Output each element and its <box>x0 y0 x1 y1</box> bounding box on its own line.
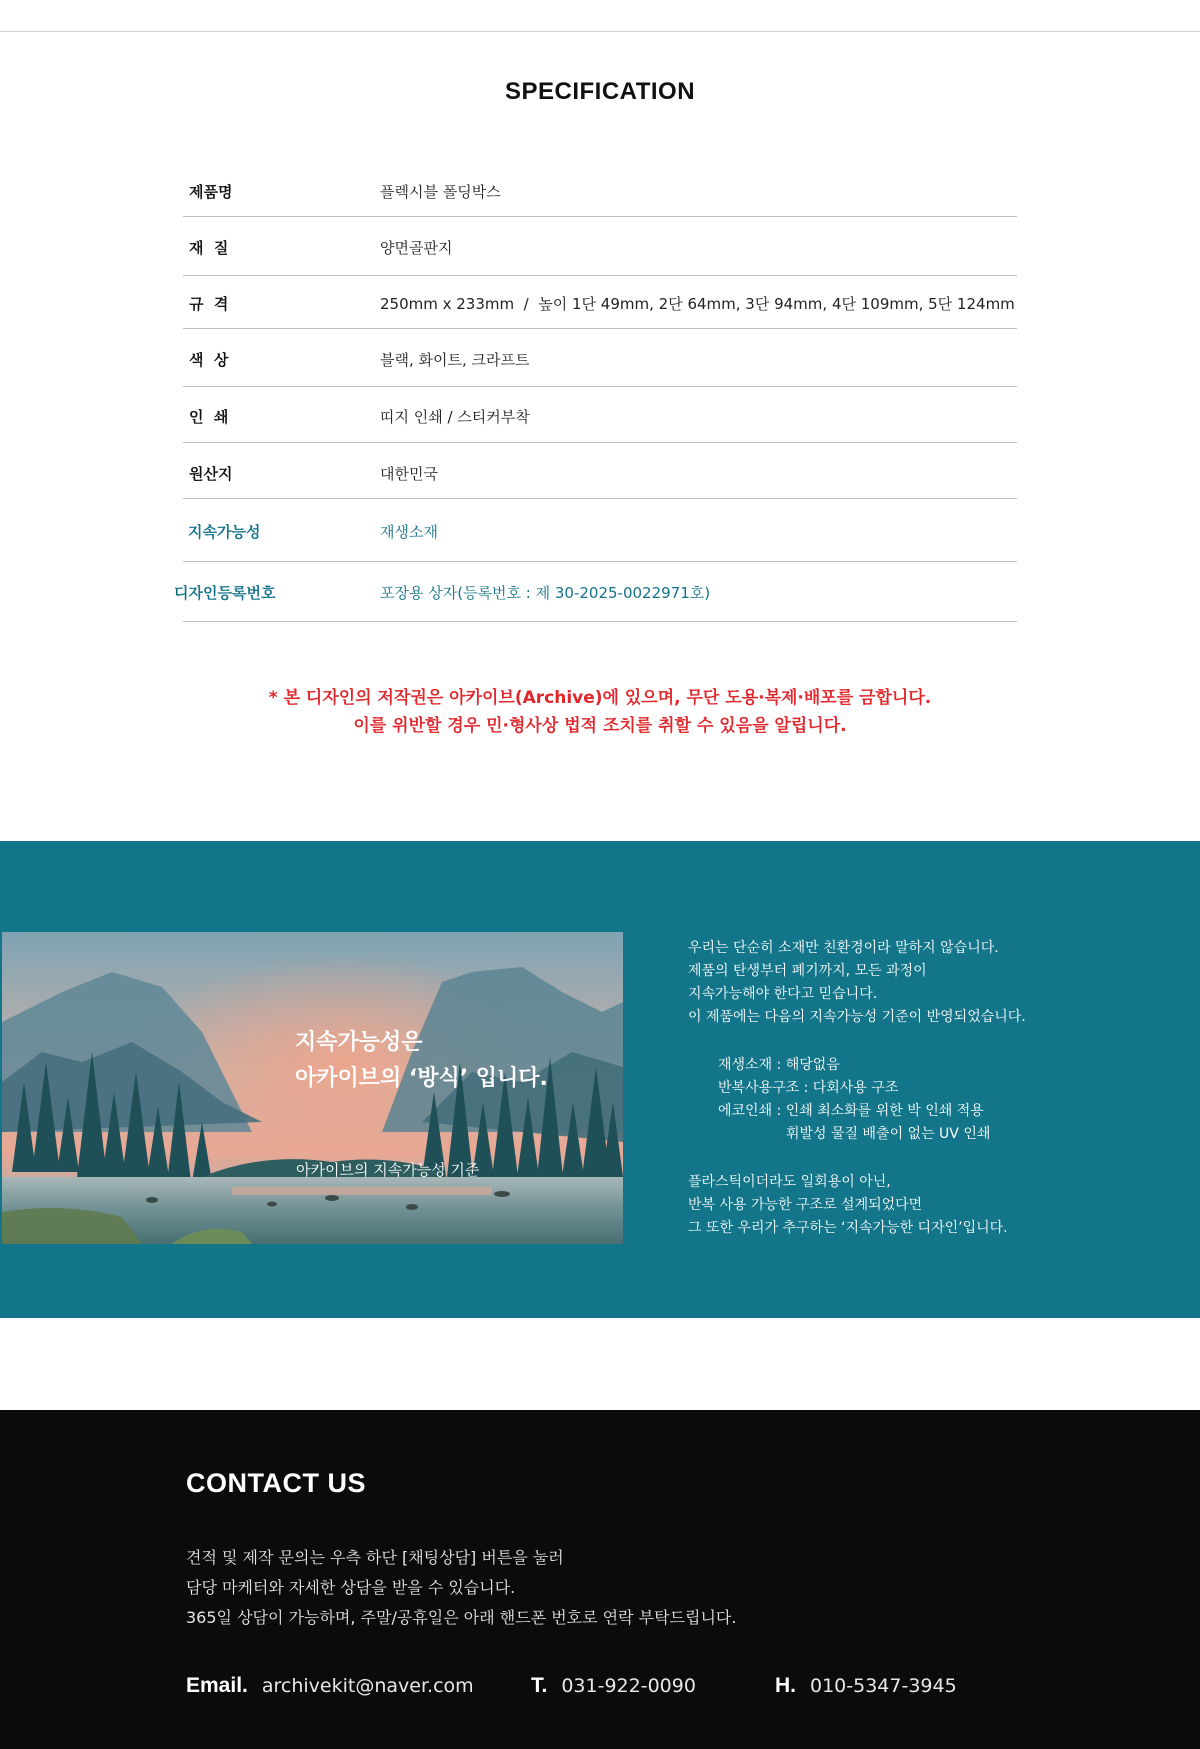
email-label: Email. <box>186 1674 248 1697</box>
spec-row-material <box>183 217 1017 276</box>
outro-line: 플라스틱이더라도 일회용이 아닌, <box>688 1174 891 1190</box>
outro-block <box>688 1171 1026 1240</box>
contact-desc-line: 담당 마케터와 자세한 상담을 받을 수 있습니다. <box>186 1578 516 1597</box>
outro-line: 반복 사용 가능한 구조로 설계되었다면 <box>688 1197 923 1213</box>
spec-value: 대한민국 <box>380 465 438 483</box>
hp-link[interactable]: 010-5347-3945 <box>810 1675 957 1697</box>
spec-label: 제품명 <box>189 183 233 201</box>
spec-label: 디자인등록번호 <box>174 584 276 602</box>
spec-row-color <box>183 329 1017 387</box>
contact-hp <box>775 1674 957 1698</box>
contact-tel <box>531 1674 696 1698</box>
spec-value: 재생소재 <box>380 523 438 541</box>
hp-label: H. <box>775 1674 796 1697</box>
spec-label: 인 쇄 <box>189 408 229 426</box>
sustainability-description <box>688 937 1026 1240</box>
spec-value: 블랙, 화이트, 크라프트 <box>380 351 530 369</box>
intro-line: 우리는 단순히 소재만 친환경이라 말하지 않습니다. <box>688 940 999 956</box>
intro-block <box>688 937 1026 1029</box>
criteria-item: 재생소재 : 해당없음 <box>718 1057 840 1073</box>
contact-footer <box>0 1410 1200 1749</box>
spec-label: 색 상 <box>189 351 229 369</box>
tel-label: T. <box>531 1674 548 1697</box>
contact-title: CONTACT US <box>186 1468 366 1498</box>
contact-description <box>186 1543 736 1633</box>
spec-label: 지속가능성 <box>188 523 261 541</box>
contact-desc-line: 견적 및 제작 문의는 우측 하단 [채팅상담] 버튼을 눌러 <box>186 1548 564 1567</box>
intro-line: 제품의 탄생부터 폐기까지, 모든 과정이 <box>688 963 927 979</box>
spec-row-sustainability <box>183 499 1017 562</box>
criteria-item: 반복사용구조 : 다회사용 구조 <box>718 1080 899 1096</box>
photo-subtitle: 아카이브의 지속가능성 기준 <box>296 1161 480 1179</box>
contact-desc-line: 365일 상담이 가능하며, 주말/공휴일은 아래 핸드폰 번호로 연락 부탁드립니다. <box>186 1608 737 1627</box>
spec-row-design-registration <box>174 562 1017 622</box>
criteria-list <box>718 1054 1026 1146</box>
spec-value: 띠지 인쇄 / 스티커부착 <box>380 408 530 426</box>
photo-headline-line2: 아카이브의 ‘방식’ 입니다. <box>295 1066 548 1091</box>
notice-line: 이를 위반할 경우 민·형사상 법적 조치를 취할 수 있음을 알립니다. <box>353 716 847 736</box>
landscape-photo <box>2 932 623 1244</box>
spec-table <box>174 163 1017 622</box>
spec-row-size <box>183 276 1017 329</box>
spec-row-origin <box>183 443 1017 499</box>
spec-value: 양면골판지 <box>380 239 453 257</box>
photo-headline <box>295 1025 548 1097</box>
criteria-item: 에코인쇄 : 인쇄 최소화를 위한 박 인쇄 적용 <box>718 1103 984 1119</box>
spec-label: 원산지 <box>189 465 233 483</box>
criteria-item-cont: 휘발성 물질 배출이 없는 UV 인쇄 <box>786 1126 991 1142</box>
photo-headline-line1: 지속가능성은 <box>295 1030 423 1055</box>
top-divider <box>0 31 1200 32</box>
spec-title: SPECIFICATION <box>504 78 696 105</box>
spec-label: 규 격 <box>189 295 229 313</box>
spec-value: 포장용 상자(등록번호 : 제 30-2025-0022971호) <box>380 584 711 602</box>
tel-link[interactable]: 031-922-0090 <box>561 1675 696 1697</box>
spec-row-print <box>183 387 1017 443</box>
intro-line: 이 제품에는 다음의 지속가능성 기준이 반영되었습니다. <box>688 1009 1026 1025</box>
spec-value: 플렉시블 폴딩박스 <box>380 183 501 201</box>
copyright-notice <box>0 684 1200 740</box>
spec-value: 250mm x 233mm / 높이 1단 49mm, 2단 64mm, 3단 94mm, 4단 109mm, 5단 124mm <box>380 295 1015 313</box>
outro-line: 그 또한 우리가 추구하는 ‘지속가능한 디자인’입니다. <box>688 1220 1008 1236</box>
email-link[interactable]: archivekit@naver.com <box>261 1675 474 1697</box>
spec-row-product <box>183 163 1017 217</box>
spec-label: 재 질 <box>189 239 229 257</box>
intro-line: 지속가능해야 한다고 믿습니다. <box>688 986 878 1002</box>
notice-line: * 본 디자인의 저작권은 아카이브(Archive)에 있으며, 무단 도용·복제·배포를 금합니다. <box>268 688 932 708</box>
contact-email <box>186 1674 474 1698</box>
